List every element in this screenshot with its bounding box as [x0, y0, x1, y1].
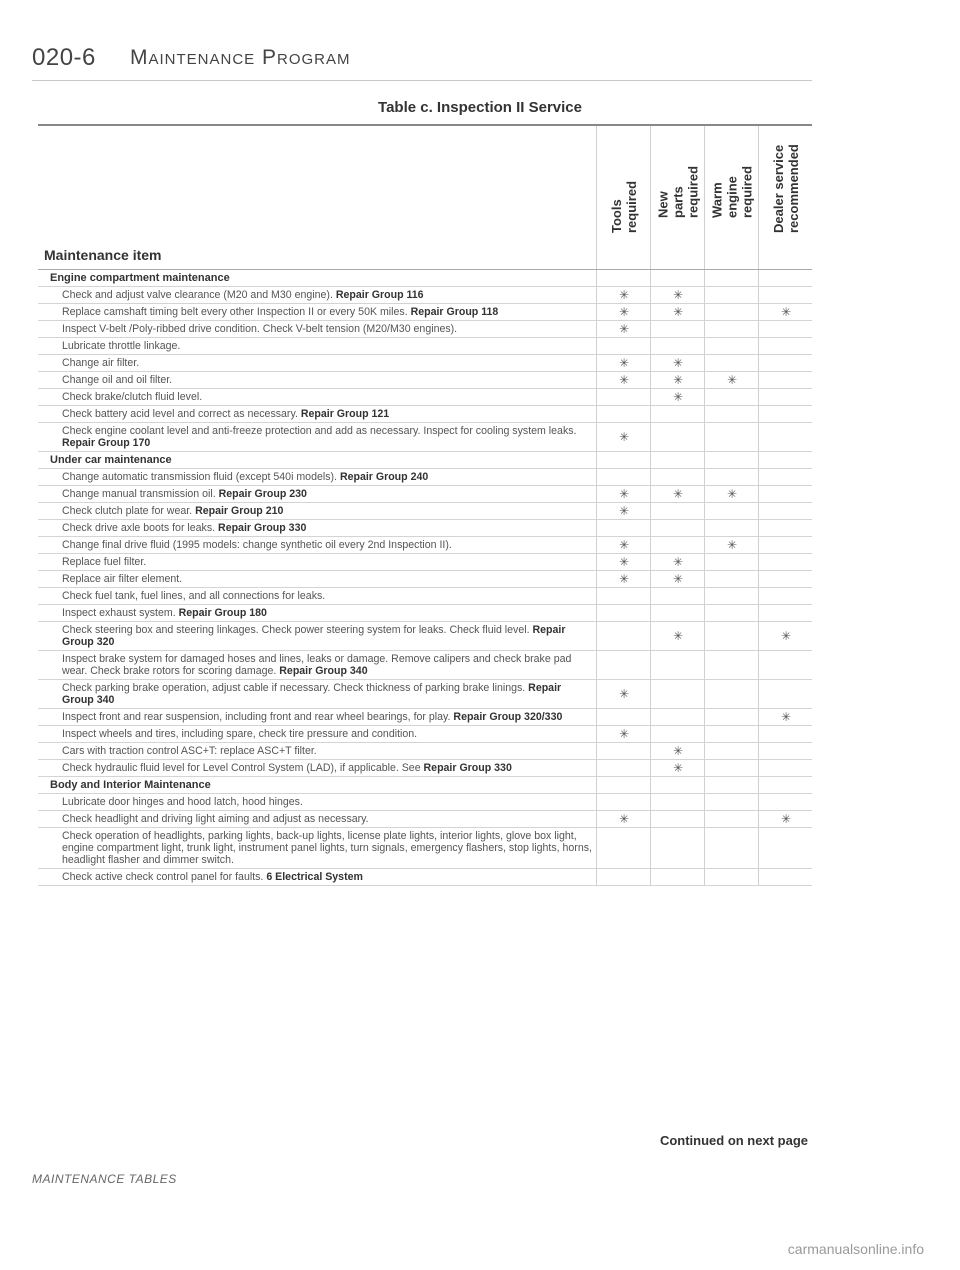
cell-new-parts [650, 651, 705, 679]
col-header-label: Tools required [609, 180, 639, 233]
table-row [38, 869, 812, 886]
cell-new-parts [650, 304, 705, 320]
cell-dealer [758, 651, 813, 679]
table-row [38, 726, 812, 743]
cell-warm-engine [704, 406, 759, 422]
cell-new-parts [650, 372, 705, 388]
cell-warm-engine [704, 304, 759, 320]
table-header [38, 124, 812, 270]
cell-new-parts [650, 828, 705, 868]
item-text: Check operation of headlights, parking lights, back-up lights, license plate lights, interior lights, glove box light, engine compartment light, trunk light, instrument panel lights, turn signals, emergency flashers, stop lights, horns, headlight flasher and dimmer switch. [62, 830, 592, 866]
asterisk-icon: ✳ [672, 744, 684, 758]
cell-new-parts [650, 355, 705, 371]
cell-new-parts [650, 469, 705, 485]
cell-dealer [758, 794, 813, 810]
cell-dealer [758, 828, 813, 868]
asterisk-icon: ✳ [726, 487, 738, 501]
item-text: Check clutch plate for wear. Repair Group 210 [62, 505, 284, 517]
asterisk-icon: ✳ [672, 555, 684, 569]
cell-new-parts [650, 588, 705, 604]
cell-new-parts [650, 287, 705, 303]
cell-new-parts [650, 743, 705, 759]
cell-dealer [758, 588, 813, 604]
repair-group-ref: Repair Group 121 [300, 408, 390, 420]
table-row [38, 503, 812, 520]
cell-warm-engine [704, 828, 759, 868]
table-row [38, 605, 812, 622]
asterisk-icon: ✳ [780, 710, 792, 724]
category-label: Under car maintenance [50, 454, 172, 466]
cell-tools [596, 743, 651, 759]
item-text: Check brake/clutch fluid level. [62, 391, 203, 403]
asterisk-icon: ✳ [672, 761, 684, 775]
col-header-warm-engine [704, 126, 759, 269]
cell-tools [596, 777, 651, 793]
asterisk-icon: ✳ [618, 373, 630, 387]
cell-warm-engine [704, 423, 759, 451]
asterisk-icon: ✳ [672, 305, 684, 319]
item-text: Check fuel tank, fuel lines, and all connections for leaks. [62, 590, 326, 602]
table-row [38, 794, 812, 811]
asterisk-icon: ✳ [672, 390, 684, 404]
asterisk-icon: ✳ [618, 305, 630, 319]
repair-group-ref: Repair Group 320 [62, 624, 566, 648]
cell-warm-engine [704, 794, 759, 810]
category-label: Body and Interior Maintenance [50, 779, 211, 791]
cell-tools [596, 709, 651, 725]
repair-group-ref: Repair Group 240 [339, 471, 429, 483]
cell-warm-engine [704, 726, 759, 742]
cell-new-parts [650, 537, 705, 553]
cell-tools [596, 828, 651, 868]
table-title: Table c. Inspection II Service [378, 99, 582, 116]
cell-dealer [758, 622, 813, 650]
continued-note: Continued on next page [659, 1133, 808, 1148]
cell-dealer [758, 537, 813, 553]
asterisk-icon: ✳ [618, 322, 630, 336]
cell-new-parts [650, 452, 705, 468]
repair-group-ref: Repair Group 116 [335, 289, 424, 301]
repair-group-ref: 6 Electrical System [266, 871, 363, 883]
cell-warm-engine [704, 709, 759, 725]
repair-group-ref: Repair Group 340 [62, 682, 562, 706]
section-title: Maintenance Program [130, 46, 351, 69]
item-text: Check headlight and driving light aiming and adjust as necessary. [62, 813, 369, 825]
cell-dealer [758, 321, 813, 337]
category-row [38, 777, 812, 794]
cell-tools [596, 372, 651, 388]
cell-new-parts [650, 869, 705, 885]
cell-dealer [758, 423, 813, 451]
cell-warm-engine [704, 287, 759, 303]
cell-new-parts [650, 503, 705, 519]
cell-dealer [758, 726, 813, 742]
col-header-new-parts [650, 126, 705, 269]
cell-dealer [758, 680, 813, 708]
cell-dealer [758, 743, 813, 759]
table-row [38, 828, 812, 869]
item-text: Inspect wheels and tires, including spare, check tire pressure and condition. [62, 728, 418, 740]
table-row [38, 651, 812, 680]
cell-new-parts [650, 554, 705, 570]
cell-warm-engine [704, 760, 759, 776]
table-row [38, 743, 812, 760]
cell-dealer [758, 469, 813, 485]
cell-dealer [758, 486, 813, 502]
cell-dealer [758, 452, 813, 468]
repair-group-ref: Repair Group 118 [410, 306, 499, 318]
table-row [38, 469, 812, 486]
cell-tools [596, 287, 651, 303]
cell-new-parts [650, 680, 705, 708]
cell-dealer [758, 605, 813, 621]
cell-tools [596, 605, 651, 621]
cell-tools [596, 680, 651, 708]
item-text: Check engine coolant level and anti-freeze protection and add as necessary. Inspect for cooling system leaks. Repair Group 170 [62, 425, 577, 449]
cell-tools [596, 389, 651, 405]
cell-new-parts [650, 423, 705, 451]
cell-tools [596, 406, 651, 422]
cell-new-parts [650, 321, 705, 337]
table-row [38, 811, 812, 828]
col-header-label: New parts required [655, 165, 701, 218]
maintenance-item-header: Maintenance item [44, 247, 162, 263]
col-header-dealer [758, 126, 813, 269]
cell-new-parts [650, 709, 705, 725]
cell-tools [596, 554, 651, 570]
cell-warm-engine [704, 469, 759, 485]
cell-dealer [758, 777, 813, 793]
cell-warm-engine [704, 651, 759, 679]
cell-new-parts [650, 406, 705, 422]
table-row [38, 537, 812, 554]
asterisk-icon: ✳ [780, 305, 792, 319]
table-row [38, 709, 812, 726]
asterisk-icon: ✳ [618, 504, 630, 518]
cell-new-parts [650, 486, 705, 502]
cell-dealer [758, 503, 813, 519]
cell-new-parts [650, 794, 705, 810]
page-number: 020-6 [32, 44, 96, 71]
table-row [38, 486, 812, 503]
cell-warm-engine [704, 537, 759, 553]
cell-tools [596, 355, 651, 371]
item-text: Check active check control panel for faults. 6 Electrical System [62, 871, 363, 883]
cell-dealer [758, 869, 813, 885]
cell-dealer [758, 406, 813, 422]
table-row [38, 406, 812, 423]
cell-dealer [758, 709, 813, 725]
cell-new-parts [650, 605, 705, 621]
cell-tools [596, 588, 651, 604]
cell-new-parts [650, 777, 705, 793]
asterisk-icon: ✳ [618, 356, 630, 370]
cell-warm-engine [704, 355, 759, 371]
item-text: Change automatic transmission fluid (except 540i models). Repair Group 240 [62, 471, 429, 483]
cell-new-parts [650, 270, 705, 286]
cell-new-parts [650, 622, 705, 650]
item-text: Change manual transmission oil. Repair Group 230 [62, 488, 307, 500]
repair-group-ref: Repair Group 230 [218, 488, 307, 500]
watermark: carmanualsonline.info [787, 1241, 924, 1257]
cell-warm-engine [704, 372, 759, 388]
repair-group-ref: Repair Group 170 [62, 437, 151, 449]
cell-warm-engine [704, 452, 759, 468]
cell-warm-engine [704, 554, 759, 570]
asterisk-icon: ✳ [672, 572, 684, 586]
cell-dealer [758, 811, 813, 827]
cell-tools [596, 651, 651, 679]
cell-dealer [758, 571, 813, 587]
cell-tools [596, 622, 651, 650]
repair-group-ref: Repair Group 340 [279, 665, 368, 677]
cell-tools [596, 537, 651, 553]
col-header-tools [596, 126, 651, 269]
item-text: Check drive axle boots for leaks. Repair Group 330 [62, 522, 307, 534]
item-text: Check hydraulic fluid level for Level Control System (LAD), if applicable. See Repair Group 330 [62, 762, 512, 774]
category-row [38, 270, 812, 287]
table-row [38, 554, 812, 571]
cell-warm-engine [704, 869, 759, 885]
cell-dealer [758, 372, 813, 388]
table-row [38, 389, 812, 406]
item-text: Cars with traction control ASC+T: replace ASC+T filter. [62, 745, 317, 757]
item-text: Check and adjust valve clearance (M20 and M30 engine). Repair Group 116 [62, 289, 424, 301]
table-body [38, 270, 812, 886]
item-text: Change final drive fluid (1995 models: change synthetic oil every 2nd Inspection II). [62, 539, 452, 551]
table-row [38, 622, 812, 651]
item-text: Change oil and oil filter. [62, 374, 173, 386]
table-row [38, 520, 812, 537]
asterisk-icon: ✳ [618, 487, 630, 501]
cell-dealer [758, 304, 813, 320]
table-row [38, 588, 812, 605]
cell-warm-engine [704, 389, 759, 405]
cell-warm-engine [704, 503, 759, 519]
item-text: Inspect brake system for damaged hoses and lines, leaks or damage. Remove calipers and check brake pad wear. Check brake rotors for scoring damage. Repair Group 340 [62, 653, 572, 677]
item-text: Check steering box and steering linkages. Check power steering system for leaks. Check fluid level. Repair Group 320 [62, 624, 566, 648]
item-text: Replace camshaft timing belt every other Inspection II or every 50K miles. Repair Group 118 [62, 306, 499, 318]
cell-dealer [758, 554, 813, 570]
asterisk-icon: ✳ [618, 687, 630, 701]
asterisk-icon: ✳ [618, 727, 630, 741]
col-header-label: Dealer service recommended [771, 144, 801, 233]
cell-tools [596, 469, 651, 485]
asterisk-icon: ✳ [618, 288, 630, 302]
cell-tools [596, 486, 651, 502]
cell-tools [596, 270, 651, 286]
col-header-label: Warm engine required [709, 165, 755, 218]
item-text: Lubricate door hinges and hood latch, hood hinges. [62, 796, 303, 808]
cell-new-parts [650, 520, 705, 536]
cell-tools [596, 520, 651, 536]
cell-dealer [758, 760, 813, 776]
repair-group-ref: Repair Group 320/330 [453, 711, 563, 723]
cell-tools [596, 811, 651, 827]
item-text: Replace air filter element. [62, 573, 183, 585]
cell-new-parts [650, 389, 705, 405]
table-row [38, 760, 812, 777]
table-row [38, 423, 812, 452]
cell-warm-engine [704, 520, 759, 536]
table-row [38, 372, 812, 389]
cell-warm-engine [704, 338, 759, 354]
item-text: Inspect V-belt /Poly-ribbed drive condition. Check V-belt tension (M20/M30 engines). [62, 323, 458, 335]
table-row [38, 287, 812, 304]
asterisk-icon: ✳ [726, 373, 738, 387]
asterisk-icon: ✳ [618, 430, 630, 444]
cell-warm-engine [704, 777, 759, 793]
cell-tools [596, 452, 651, 468]
cell-new-parts [650, 760, 705, 776]
cell-warm-engine [704, 605, 759, 621]
asterisk-icon: ✳ [672, 356, 684, 370]
cell-dealer [758, 338, 813, 354]
cell-warm-engine [704, 571, 759, 587]
asterisk-icon: ✳ [780, 812, 792, 826]
category-label: Engine compartment maintenance [50, 272, 230, 284]
cell-tools [596, 869, 651, 885]
cell-dealer [758, 520, 813, 536]
asterisk-icon: ✳ [672, 629, 684, 643]
cell-new-parts [650, 811, 705, 827]
cell-tools [596, 423, 651, 451]
cell-dealer [758, 389, 813, 405]
cell-new-parts [650, 571, 705, 587]
cell-new-parts [650, 726, 705, 742]
page-header [32, 44, 812, 81]
repair-group-ref: Repair Group 210 [195, 505, 284, 517]
repair-group-ref: Repair Group 180 [178, 607, 267, 619]
repair-group-ref: Repair Group 330 [218, 522, 307, 534]
cell-warm-engine [704, 811, 759, 827]
table-row [38, 680, 812, 709]
cell-warm-engine [704, 486, 759, 502]
cell-tools [596, 503, 651, 519]
item-text: Check battery acid level and correct as necessary. Repair Group 121 [62, 408, 390, 420]
inspection-table [38, 124, 812, 886]
item-text: Replace fuel filter. [62, 556, 147, 568]
table-row [38, 338, 812, 355]
cell-tools [596, 726, 651, 742]
cell-warm-engine [704, 321, 759, 337]
item-text: Inspect exhaust system. Repair Group 180 [62, 607, 267, 619]
item-text: Check parking brake operation, adjust cable if necessary. Check thickness of parking brake linings. Repair Group 340 [62, 682, 562, 706]
item-text: Inspect front and rear suspension, including front and rear wheel bearings, for play. Repair Group 320/330 [62, 711, 563, 723]
footer-label: MAINTENANCE TABLES [32, 1172, 177, 1186]
item-text: Change air filter. [62, 357, 140, 369]
cell-tools [596, 794, 651, 810]
asterisk-icon: ✳ [672, 373, 684, 387]
cell-warm-engine [704, 622, 759, 650]
table-row [38, 355, 812, 372]
asterisk-icon: ✳ [672, 487, 684, 501]
repair-group-ref: Repair Group 330 [423, 762, 512, 774]
asterisk-icon: ✳ [618, 572, 630, 586]
table-row [38, 571, 812, 588]
cell-dealer [758, 287, 813, 303]
asterisk-icon: ✳ [618, 812, 630, 826]
asterisk-icon: ✳ [672, 288, 684, 302]
asterisk-icon: ✳ [618, 555, 630, 569]
item-text: Lubricate throttle linkage. [62, 340, 181, 352]
cell-new-parts [650, 338, 705, 354]
category-row [38, 452, 812, 469]
table-row [38, 304, 812, 321]
asterisk-icon: ✳ [780, 629, 792, 643]
asterisk-icon: ✳ [726, 538, 738, 552]
asterisk-icon: ✳ [618, 538, 630, 552]
cell-tools [596, 760, 651, 776]
cell-dealer [758, 270, 813, 286]
cell-warm-engine [704, 588, 759, 604]
cell-tools [596, 338, 651, 354]
cell-tools [596, 321, 651, 337]
cell-tools [596, 304, 651, 320]
cell-warm-engine [704, 270, 759, 286]
cell-tools [596, 571, 651, 587]
cell-warm-engine [704, 680, 759, 708]
table-row [38, 321, 812, 338]
cell-warm-engine [704, 743, 759, 759]
cell-dealer [758, 355, 813, 371]
